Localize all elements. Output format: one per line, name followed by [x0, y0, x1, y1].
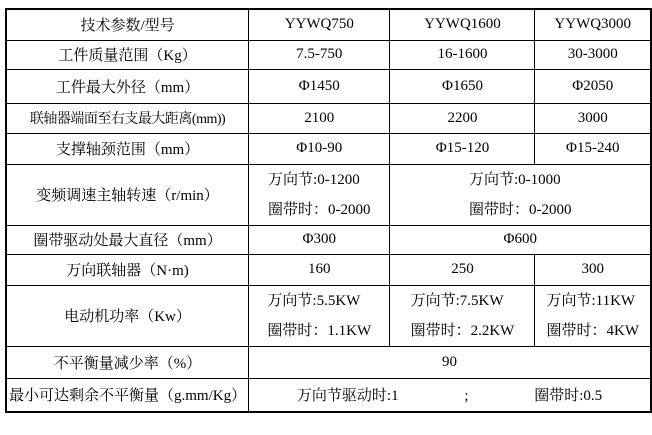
spec-cell-merged: 90 [249, 346, 651, 378]
spec-line: 圈带时：0-2000 [468, 201, 572, 218]
spec-cell: 300 [535, 254, 651, 285]
table-row-header [6, 9, 651, 40]
spec-value-universal-joint: 万向节驱动时:1 [296, 388, 399, 405]
spec-cell: Φ2050 [535, 69, 651, 103]
spec-cell: 16-1600 [390, 40, 535, 69]
spec-line: 万向节:7.5KW [410, 292, 504, 309]
spec-line: 圈带时：1.1KW [267, 322, 372, 339]
table-row-min-residual-unbalance [6, 378, 651, 412]
spec-cell [390, 285, 535, 346]
spec-cell: Φ10-90 [249, 133, 390, 164]
row-label: 最小可达剩余不平衡量（g.mm/Kg） [6, 378, 249, 412]
table-row-mass-range [6, 40, 651, 69]
spec-line: 圈带时：4KW [546, 322, 639, 339]
spec-line: 万向节:0-1000 [468, 171, 561, 188]
table-row-universal-coupling [6, 254, 651, 285]
row-label: 变频调速主轴转速（r/min） [6, 164, 249, 225]
row-label: 圈带驱动处最大直径（mm） [6, 225, 249, 254]
spec-cell: 160 [249, 254, 390, 285]
spec-line: 圈带时：2.2KW [410, 322, 515, 339]
row-label: 支撑轴颈范围（mm） [6, 133, 249, 164]
table-row-journal-range [6, 133, 651, 164]
row-label: 联轴器端面至右支最大距离(mm)) [6, 103, 249, 133]
table-row-unbalance-reduction [6, 346, 651, 378]
spec-line: 圈带时：0-2000 [268, 201, 371, 218]
row-label: 万向联轴器（N·m) [6, 254, 249, 285]
row-label: 不平衡量减少率（%） [6, 346, 249, 378]
spec-cell: 3000 [535, 103, 651, 133]
spec-cell: Φ300 [249, 225, 390, 254]
spec-cell: Φ15-240 [535, 133, 651, 164]
row-label: 电动机功率（Kw） [6, 285, 249, 346]
spec-cell: Φ15-120 [390, 133, 535, 164]
spec-cell: 30-3000 [535, 40, 651, 69]
table-row-max-outer-diameter [6, 69, 651, 103]
spec-cell: 250 [390, 254, 535, 285]
spec-line: 万向节:11KW [546, 292, 636, 309]
table-row-spindle-speed [6, 164, 651, 225]
spec-cell [535, 285, 651, 346]
spec-line: 万向节:0-1200 [268, 171, 360, 188]
model-cell-yywq3000: YYWQ3000 [535, 9, 651, 40]
spec-value-belt: 圈带时:0.5 [534, 388, 603, 405]
model-cell-yywq750: YYWQ750 [249, 9, 390, 40]
spec-cell: 7.5-750 [249, 40, 390, 69]
spec-cell: 2200 [390, 103, 535, 133]
spec-cell: Φ1650 [390, 69, 535, 103]
spec-value-separator: ; [464, 388, 469, 405]
row-label: 工件质量范围（Kg） [6, 40, 249, 69]
row-label: 工件最大外径（mm） [6, 69, 249, 103]
table-row-coupling-distance [6, 103, 651, 133]
spec-cell: Φ1450 [249, 69, 390, 103]
spec-table-container [5, 8, 652, 413]
spec-table [5, 8, 652, 413]
header-label-cell: 技术参数/型号 [6, 9, 249, 40]
spec-cell-merged: Φ600 [390, 225, 651, 254]
spec-cell-merged [390, 164, 651, 225]
spec-cell [249, 285, 390, 346]
spec-cell [249, 164, 390, 225]
spec-cell-merged [249, 378, 651, 412]
table-row-belt-drive-diameter [6, 225, 651, 254]
spec-line: 万向节:5.5KW [267, 292, 361, 309]
model-cell-yywq1600: YYWQ1600 [390, 9, 535, 40]
table-row-motor-power [6, 285, 651, 346]
spec-cell: 2100 [249, 103, 390, 133]
